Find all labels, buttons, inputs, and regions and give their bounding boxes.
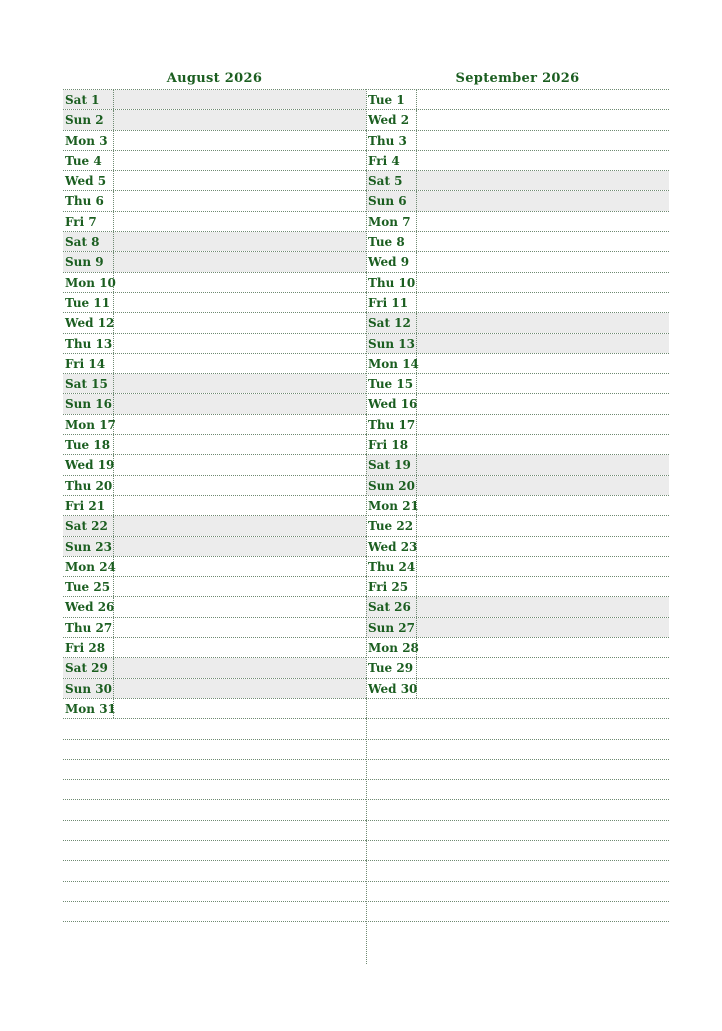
day-label: Tue 1 bbox=[366, 90, 417, 109]
day-label: Thu 24 bbox=[366, 557, 417, 576]
note-cell[interactable] bbox=[63, 861, 366, 880]
day-row[interactable] bbox=[366, 110, 669, 130]
day-label: Fri 21 bbox=[63, 496, 114, 515]
day-label: Tue 4 bbox=[63, 151, 114, 170]
day-row[interactable] bbox=[63, 699, 366, 719]
column-divider bbox=[366, 89, 367, 964]
day-row[interactable] bbox=[63, 679, 366, 699]
day-label: Tue 8 bbox=[366, 232, 417, 251]
day-row[interactable] bbox=[63, 354, 366, 374]
day-row[interactable] bbox=[63, 577, 366, 597]
note-cell[interactable] bbox=[366, 719, 669, 738]
day-row[interactable] bbox=[366, 334, 669, 354]
blank-note-line[interactable] bbox=[63, 719, 366, 739]
blank-note-line[interactable] bbox=[366, 760, 669, 780]
day-row[interactable] bbox=[63, 131, 366, 151]
day-label: Wed 23 bbox=[366, 537, 417, 556]
day-row[interactable] bbox=[366, 131, 669, 151]
note-cell[interactable] bbox=[417, 597, 669, 616]
note-cell[interactable] bbox=[114, 699, 366, 718]
note-cell[interactable] bbox=[114, 476, 366, 495]
day-label: Wed 5 bbox=[63, 171, 114, 190]
note-cell[interactable] bbox=[114, 618, 366, 637]
day-row[interactable] bbox=[366, 374, 669, 394]
day-label: Fri 25 bbox=[366, 577, 417, 596]
day-row[interactable] bbox=[63, 516, 366, 536]
day-label: Sat 1 bbox=[63, 90, 114, 109]
day-label: Thu 17 bbox=[366, 415, 417, 434]
note-cell[interactable] bbox=[114, 354, 366, 373]
blank-note-line[interactable] bbox=[366, 902, 669, 922]
day-label: Mon 14 bbox=[366, 354, 417, 373]
day-row[interactable] bbox=[63, 252, 366, 272]
note-cell[interactable] bbox=[114, 252, 366, 271]
day-label: Tue 22 bbox=[366, 516, 417, 535]
day-label: Sat 15 bbox=[63, 374, 114, 393]
day-label: Wed 26 bbox=[63, 597, 114, 616]
note-cell[interactable] bbox=[417, 638, 669, 657]
note-cell[interactable] bbox=[114, 658, 366, 677]
note-cell[interactable] bbox=[114, 293, 366, 312]
note-cell[interactable] bbox=[114, 313, 366, 332]
day-row[interactable] bbox=[366, 191, 669, 211]
note-cell[interactable] bbox=[417, 435, 669, 454]
day-row[interactable] bbox=[366, 658, 669, 678]
note-cell[interactable] bbox=[63, 800, 366, 819]
day-label: Mon 7 bbox=[366, 212, 417, 231]
day-label: Sat 19 bbox=[366, 455, 417, 474]
day-row[interactable] bbox=[63, 455, 366, 475]
note-cell[interactable] bbox=[63, 719, 366, 738]
note-cell[interactable] bbox=[417, 131, 669, 150]
note-cell[interactable] bbox=[114, 394, 366, 413]
day-label: Sun 23 bbox=[63, 537, 114, 556]
note-cell[interactable] bbox=[63, 780, 366, 799]
blank-note-line[interactable] bbox=[366, 861, 669, 881]
note-cell[interactable] bbox=[114, 334, 366, 353]
day-row[interactable] bbox=[366, 476, 669, 496]
day-row[interactable] bbox=[366, 435, 669, 455]
day-label: Mon 24 bbox=[63, 557, 114, 576]
note-cell[interactable] bbox=[366, 780, 669, 799]
day-label: Sun 30 bbox=[63, 679, 114, 698]
note-cell[interactable] bbox=[114, 435, 366, 454]
note-cell[interactable] bbox=[417, 191, 669, 210]
day-row[interactable] bbox=[63, 191, 366, 211]
note-cell[interactable] bbox=[417, 496, 669, 515]
note-cell[interactable] bbox=[114, 597, 366, 616]
note-cell[interactable] bbox=[417, 577, 669, 596]
blank-note-line[interactable] bbox=[366, 800, 669, 820]
note-cell[interactable] bbox=[114, 110, 366, 129]
day-row[interactable] bbox=[63, 618, 366, 638]
note-cell[interactable] bbox=[417, 232, 669, 251]
day-row[interactable] bbox=[63, 334, 366, 354]
day-label: Wed 30 bbox=[366, 679, 417, 698]
day-label: Sat 8 bbox=[63, 232, 114, 251]
blank-note-line[interactable] bbox=[63, 882, 366, 902]
day-row[interactable] bbox=[63, 415, 366, 435]
note-cell[interactable] bbox=[417, 273, 669, 292]
day-row[interactable] bbox=[366, 273, 669, 293]
day-row[interactable] bbox=[63, 232, 366, 252]
blank-note-line[interactable] bbox=[63, 760, 366, 780]
day-row[interactable] bbox=[366, 293, 669, 313]
day-row[interactable] bbox=[63, 658, 366, 678]
note-cell[interactable] bbox=[417, 90, 669, 109]
day-row[interactable] bbox=[366, 313, 669, 333]
note-cell[interactable] bbox=[366, 821, 669, 840]
month-title: August 2026 bbox=[63, 68, 366, 90]
day-label: Sun 2 bbox=[63, 110, 114, 129]
day-row[interactable] bbox=[366, 537, 669, 557]
note-cell[interactable] bbox=[417, 252, 669, 271]
day-label: Mon 21 bbox=[366, 496, 417, 515]
note-cell[interactable] bbox=[63, 882, 366, 901]
day-row[interactable] bbox=[63, 597, 366, 617]
note-cell[interactable] bbox=[417, 171, 669, 190]
day-label: Fri 14 bbox=[63, 354, 114, 373]
day-row[interactable] bbox=[366, 252, 669, 272]
note-cell[interactable] bbox=[114, 212, 366, 231]
note-cell[interactable] bbox=[417, 415, 669, 434]
day-label: Thu 13 bbox=[63, 334, 114, 353]
day-label: Sun 13 bbox=[366, 334, 417, 353]
blank-note-line[interactable] bbox=[63, 740, 366, 760]
note-cell[interactable] bbox=[114, 679, 366, 698]
note-cell[interactable] bbox=[417, 334, 669, 353]
day-label: Thu 3 bbox=[366, 131, 417, 150]
day-label: Mon 3 bbox=[63, 131, 114, 150]
day-row[interactable] bbox=[366, 394, 669, 414]
note-cell[interactable] bbox=[417, 618, 669, 637]
note-cell[interactable] bbox=[63, 760, 366, 779]
day-row[interactable] bbox=[63, 374, 366, 394]
day-label: Thu 10 bbox=[366, 273, 417, 292]
note-cell[interactable] bbox=[417, 151, 669, 170]
day-label: Wed 12 bbox=[63, 313, 114, 332]
day-label: Tue 15 bbox=[366, 374, 417, 393]
note-cell[interactable] bbox=[417, 679, 669, 698]
day-label: Tue 18 bbox=[63, 435, 114, 454]
day-label: Mon 10 bbox=[63, 273, 114, 292]
note-cell[interactable] bbox=[366, 882, 669, 901]
note-cell[interactable] bbox=[63, 841, 366, 860]
note-cell[interactable] bbox=[366, 699, 669, 718]
day-row[interactable] bbox=[63, 496, 366, 516]
day-row[interactable] bbox=[366, 415, 669, 435]
note-cell[interactable] bbox=[114, 577, 366, 596]
day-label: Sat 12 bbox=[366, 313, 417, 332]
day-row[interactable] bbox=[366, 618, 669, 638]
day-label: Thu 20 bbox=[63, 476, 114, 495]
day-row[interactable] bbox=[63, 476, 366, 496]
day-label: Sat 5 bbox=[366, 171, 417, 190]
blank-note-line[interactable] bbox=[366, 719, 669, 739]
day-row[interactable] bbox=[366, 557, 669, 577]
note-cell[interactable] bbox=[366, 800, 669, 819]
day-label: Wed 16 bbox=[366, 394, 417, 413]
note-cell[interactable] bbox=[417, 455, 669, 474]
day-row[interactable] bbox=[63, 273, 366, 293]
note-cell[interactable] bbox=[417, 476, 669, 495]
day-label: Sat 29 bbox=[63, 658, 114, 677]
day-row[interactable] bbox=[366, 151, 669, 171]
day-row[interactable] bbox=[366, 577, 669, 597]
day-row[interactable] bbox=[366, 496, 669, 516]
blank-note-line[interactable] bbox=[366, 821, 669, 841]
note-cell[interactable] bbox=[63, 821, 366, 840]
note-cell[interactable] bbox=[417, 293, 669, 312]
day-label: Tue 29 bbox=[366, 658, 417, 677]
note-cell[interactable] bbox=[114, 374, 366, 393]
note-cell[interactable] bbox=[114, 455, 366, 474]
day-label: Thu 27 bbox=[63, 618, 114, 637]
note-cell[interactable] bbox=[114, 191, 366, 210]
blank-note-line[interactable] bbox=[63, 821, 366, 841]
day-rows bbox=[366, 90, 669, 922]
note-cell[interactable] bbox=[114, 516, 366, 535]
month-column-september bbox=[366, 68, 669, 922]
blank-note-line[interactable] bbox=[366, 841, 669, 861]
day-label: Sat 26 bbox=[366, 597, 417, 616]
day-label: Fri 7 bbox=[63, 212, 114, 231]
day-label: Tue 25 bbox=[63, 577, 114, 596]
note-cell[interactable] bbox=[417, 354, 669, 373]
note-cell[interactable] bbox=[417, 212, 669, 231]
blank-note-line[interactable] bbox=[63, 902, 366, 922]
day-label: Wed 9 bbox=[366, 252, 417, 271]
note-cell[interactable] bbox=[417, 313, 669, 332]
day-label: Fri 11 bbox=[366, 293, 417, 312]
day-row[interactable] bbox=[366, 212, 669, 232]
day-row[interactable] bbox=[63, 638, 366, 658]
note-cell[interactable] bbox=[114, 131, 366, 150]
day-row[interactable] bbox=[63, 394, 366, 414]
month-column-august bbox=[63, 68, 366, 922]
day-row[interactable] bbox=[63, 110, 366, 130]
day-row[interactable] bbox=[366, 679, 669, 699]
note-cell[interactable] bbox=[366, 740, 669, 759]
day-row[interactable] bbox=[366, 90, 669, 110]
day-row[interactable] bbox=[366, 597, 669, 617]
blank-note-line[interactable] bbox=[366, 780, 669, 800]
day-row[interactable] bbox=[63, 435, 366, 455]
day-label: Thu 6 bbox=[63, 191, 114, 210]
note-cell[interactable] bbox=[114, 151, 366, 170]
day-label: Sun 20 bbox=[366, 476, 417, 495]
day-label: Fri 18 bbox=[366, 435, 417, 454]
day-row[interactable] bbox=[63, 313, 366, 333]
day-label: Sun 27 bbox=[366, 618, 417, 637]
blank-note-line[interactable] bbox=[366, 740, 669, 760]
note-cell[interactable] bbox=[366, 861, 669, 880]
note-cell[interactable] bbox=[366, 902, 669, 921]
note-cell[interactable] bbox=[417, 516, 669, 535]
day-rows bbox=[63, 90, 366, 922]
day-label: Sun 9 bbox=[63, 252, 114, 271]
day-label: Mon 17 bbox=[63, 415, 114, 434]
day-row[interactable] bbox=[63, 171, 366, 191]
day-row[interactable] bbox=[366, 455, 669, 475]
day-label: Mon 31 bbox=[63, 699, 114, 718]
day-label: Wed 19 bbox=[63, 455, 114, 474]
note-cell[interactable] bbox=[114, 496, 366, 515]
note-cell[interactable] bbox=[417, 110, 669, 129]
blank-note-line[interactable] bbox=[63, 841, 366, 861]
day-row[interactable] bbox=[63, 293, 366, 313]
note-cell[interactable] bbox=[114, 232, 366, 251]
note-cell[interactable] bbox=[114, 90, 366, 109]
day-row[interactable] bbox=[366, 232, 669, 252]
note-cell[interactable] bbox=[366, 760, 669, 779]
day-row[interactable] bbox=[63, 557, 366, 577]
note-cell[interactable] bbox=[114, 273, 366, 292]
day-row[interactable] bbox=[63, 537, 366, 557]
day-label: Sun 16 bbox=[63, 394, 114, 413]
note-cell[interactable] bbox=[417, 658, 669, 677]
note-cell[interactable] bbox=[417, 374, 669, 393]
note-cell[interactable] bbox=[417, 557, 669, 576]
day-row[interactable] bbox=[63, 151, 366, 171]
note-cell[interactable] bbox=[366, 841, 669, 860]
note-cell[interactable] bbox=[114, 638, 366, 657]
day-label: Mon 28 bbox=[366, 638, 417, 657]
day-row[interactable] bbox=[63, 90, 366, 110]
blank-note-line[interactable] bbox=[63, 861, 366, 881]
note-cell[interactable] bbox=[63, 740, 366, 759]
blank-note-line[interactable] bbox=[366, 699, 669, 719]
blank-note-line[interactable] bbox=[63, 800, 366, 820]
day-label: Fri 4 bbox=[366, 151, 417, 170]
day-row[interactable] bbox=[366, 354, 669, 374]
note-cell[interactable] bbox=[417, 537, 669, 556]
day-row[interactable] bbox=[366, 638, 669, 658]
day-row[interactable] bbox=[63, 212, 366, 232]
blank-note-line[interactable] bbox=[63, 780, 366, 800]
note-cell[interactable] bbox=[114, 537, 366, 556]
note-cell[interactable] bbox=[114, 415, 366, 434]
day-label: Wed 2 bbox=[366, 110, 417, 129]
day-row[interactable] bbox=[366, 516, 669, 536]
note-cell[interactable] bbox=[63, 902, 366, 921]
month-title: September 2026 bbox=[366, 68, 669, 90]
day-label: Fri 28 bbox=[63, 638, 114, 657]
note-cell[interactable] bbox=[417, 394, 669, 413]
day-label: Sun 6 bbox=[366, 191, 417, 210]
day-row[interactable] bbox=[366, 171, 669, 191]
day-label: Tue 11 bbox=[63, 293, 114, 312]
note-cell[interactable] bbox=[114, 557, 366, 576]
day-label: Sat 22 bbox=[63, 516, 114, 535]
blank-note-line[interactable] bbox=[366, 882, 669, 902]
note-cell[interactable] bbox=[114, 171, 366, 190]
